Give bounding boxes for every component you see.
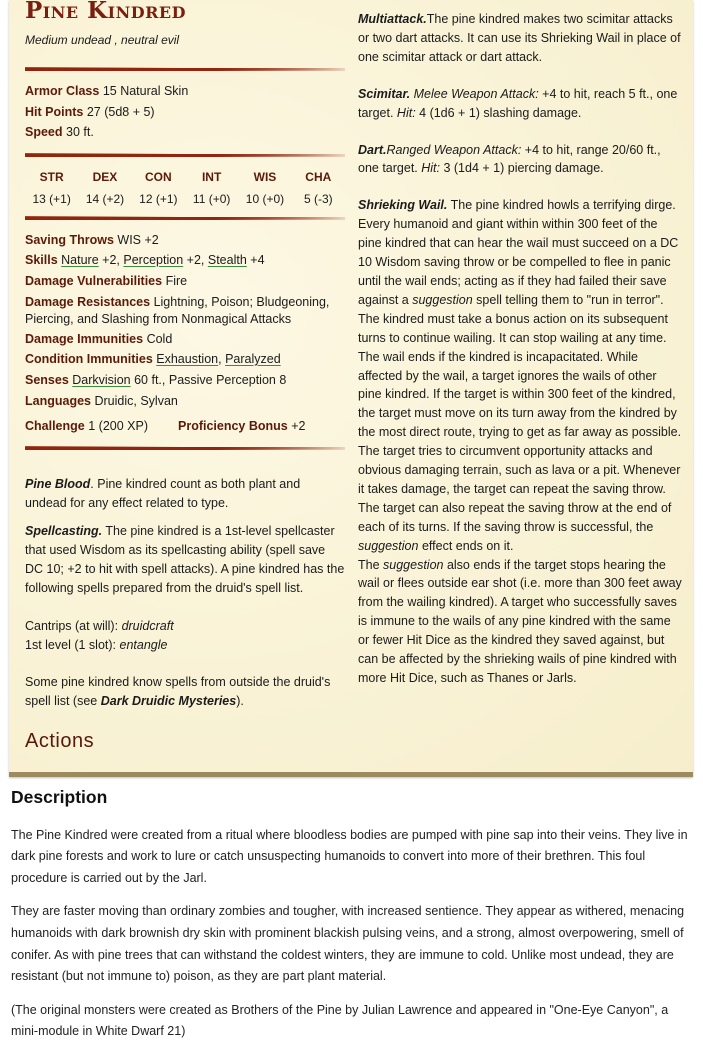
description-paragraph: The Pine Kindred were created from a ritual where bloodless bodies are pumped with pine sap into their veins. They live in dark pine forests and work to lure or catch unsuspecting humanoids to convert into more of their brethren. This foul procedure is carried out by the Jarl. (11, 827, 688, 885)
actions-heading: Actions (25, 730, 95, 752)
trait-title: Spellcasting. (25, 524, 103, 538)
action-dart (358, 141, 682, 179)
proficiency-label: Proficiency Bonus (178, 419, 288, 433)
ability-value: 11 (+0) (192, 191, 231, 206)
extra-spells-text: Some pine kindred know spells from outside the druid's spell list (see (25, 675, 331, 708)
damage-vulnerabilities (25, 272, 187, 291)
ability-value: 13 (+1) (32, 191, 71, 206)
ability-value: 5 (-3) (303, 191, 333, 206)
skills-label: Skills (25, 253, 58, 267)
damage-resistances-cont (25, 310, 291, 329)
divider (25, 154, 345, 157)
cantrips-label: Cantrips (at will): (25, 619, 119, 633)
resistances-value: Lightning, Poison; Bludgeoning, (153, 295, 330, 309)
description-heading: Description (11, 787, 108, 807)
ability-str (25, 168, 78, 209)
condition-immunities (25, 350, 281, 369)
skill-stealth-bonus: +4 (250, 253, 265, 267)
attack-type: Ranged Weapon Attack: (386, 142, 522, 157)
action-text: The pine kindred makes two scimitar attacks or two dart attacks. It can use its Shrieking Wail in place of one scimitar attack or dart attack. (358, 12, 681, 64)
trait-text: The pine kindred is a 1st-level spellcaster that used Wisdom as its spellcasting ability (spell save DC 10; +2 to hit with spell attacks). A pine kindred has the following spells prepared from the druid's spell list. (25, 524, 345, 595)
spell-ref: suggestion (358, 538, 419, 553)
senses-label: Senses (25, 373, 69, 387)
senses-darkvision-link[interactable]: Darkvision (72, 373, 131, 387)
action-title: Multiattack. (358, 12, 427, 26)
challenge-value: 1 (200 XP) (88, 419, 148, 433)
action-title: Dart. (358, 142, 387, 157)
condition-separator: , (218, 352, 222, 366)
challenge (25, 417, 148, 436)
trait-pine-blood (25, 475, 345, 513)
condition-exhaustion-link[interactable]: Exhaustion (156, 352, 219, 366)
level1-label: 1st level (1 slot): (25, 638, 117, 652)
action-text: effect ends on it. (418, 538, 514, 553)
cantrips-value: druidcraft (121, 619, 174, 633)
trait-text: . Pine kindred count as both plant and undead for any effect related to type. (25, 477, 301, 510)
languages-label: Languages (25, 394, 91, 408)
armor-class-value: 15 Natural Skin (102, 84, 189, 98)
resistances-label: Damage Resistances (25, 295, 151, 309)
action-text: 4 (1d6 + 1) slashing damage. (415, 105, 582, 120)
stat-block (9, 0, 693, 777)
languages (25, 392, 178, 411)
trait-title: Pine Blood (25, 477, 91, 491)
ability-name: CHA (305, 170, 332, 184)
hit-label: Hit: (421, 161, 440, 176)
saving-throws-label: Saving Throws (25, 233, 114, 247)
divider (25, 447, 345, 450)
action-multiattack (358, 10, 682, 67)
monster-name: Pine Kindred (25, 0, 186, 24)
immunities-label: Damage Immunities (25, 332, 144, 346)
extra-spells-note (25, 673, 345, 711)
ability-name: WIS (253, 170, 277, 184)
attack-type: Melee Weapon Attack: (410, 86, 539, 101)
skill-perception-bonus: +2, (186, 253, 205, 267)
ability-value: 14 (+2) (85, 191, 125, 206)
hit-points (25, 103, 155, 122)
skills (25, 251, 265, 270)
ability-value: 10 (+0) (245, 191, 285, 206)
book-title: Dark Druidic Mysteries (100, 693, 237, 708)
ability-name: STR (39, 170, 64, 184)
proficiency-bonus (178, 417, 306, 436)
hit-points-label: Hit Points (25, 105, 84, 119)
action-text: 3 (1d4 + 1) piercing damage. (440, 161, 604, 176)
resistances-value-cont: Piercing, and Slashing from Nonmagical Attacks (25, 312, 292, 326)
action-text: spell telling them to "run in terror". The kindred must take a bonus action on its subsequent turns to continue wailing. It can stop wailing at any time. The wail ends if the kindred is incapacitated. While affected by the wail, a target ignores the wails of other pine kindred. If the target is within 300 feet of the kindred, the target must move on its turn away from the kindred by the most direct route, trying to get as far away as possible. The target tries to circumvent opportunity attacks and obvious damaging terrain, such as lava or a pit. Whenever it takes damage, the target can repeat the saving throw. The target can also repeat the saving throw at the end of each of its turns. If the saving throw is successful, the (358, 292, 682, 534)
divider (25, 217, 345, 220)
description-paragraph: They are faster moving than ordinary zombies and tougher, with increased sentience. They appear as withered, menacing humanoids with dark brownish dry skin with prominent blackish pulsing veins, and a strong, almost overpowering, smell of conifer. As with pine trees that can withstand the coldest winters, they are immune to cold. Unlike most undead, they are resistant (but not immune to) poison, as they are part plant material. (11, 904, 685, 984)
immunities-value: Cold (146, 332, 173, 346)
vulnerabilities-label: Damage Vulnerabilities (25, 274, 163, 288)
spell-ref: suggestion (383, 557, 444, 572)
action-text: The pine kindred howls a terrifying dirge. Every humanoid and giant within within 300 feet of the pine kindred that can hear the wail must succeed on a DC 10 Wisdom saving throw or be compelled to flee in panic until the wail ends; acting as if they had failed their save against a (358, 198, 679, 307)
extra-spells-end: ). (236, 693, 244, 708)
ability-dex (78, 168, 131, 209)
saving-throws-value: WIS +2 (117, 233, 159, 247)
level1-value: entangle (119, 638, 168, 652)
spell-list-level1 (25, 636, 167, 655)
description-paragraph: (The original monsters were created as Brothers of the Pine by Julian Lawrence and appeared in "One-Eye Canyon", a mini-module in White Dwarf 21) (11, 1002, 669, 1039)
challenge-label: Challenge (25, 419, 85, 433)
armor-class (25, 82, 188, 101)
condition-paralyzed-link[interactable]: Paralyzed (225, 352, 281, 366)
speed (25, 123, 94, 142)
languages-value: Druidic, Sylvan (94, 394, 178, 408)
ability-name: DEX (92, 170, 118, 184)
skill-perception-link[interactable]: Perception (123, 253, 184, 267)
action-text: +4 to hit, range 20/60 ft., one target. (358, 142, 661, 176)
ability-cha (292, 168, 345, 209)
speed-value: 30 ft. (66, 125, 94, 139)
trait-spellcasting (25, 522, 345, 598)
condition-label: Condition Immunities (25, 352, 153, 366)
armor-class-label: Armor Class (25, 84, 100, 98)
hit-label: Hit: (396, 105, 416, 120)
hit-points-value: 27 (5d8 + 5) (86, 105, 155, 119)
spell-list-cantrips (25, 617, 174, 636)
damage-immunities (25, 330, 172, 349)
ability-value: 12 (+1) (139, 191, 178, 206)
ability-wis (238, 168, 291, 209)
action-scimitar (358, 85, 682, 123)
senses-value: 60 ft., Passive Perception 8 (134, 373, 287, 387)
action-text: The (358, 557, 384, 572)
vulnerabilities-value: Fire (165, 274, 188, 288)
description-section (11, 787, 695, 1055)
speed-label: Speed (25, 125, 63, 139)
ability-int (185, 168, 238, 209)
action-title: Scimitar. (358, 86, 411, 101)
action-title: Shrieking Wail. (358, 198, 448, 213)
ability-name: INT (201, 170, 222, 184)
ability-con (132, 168, 185, 209)
stat-block-right-column (358, 10, 682, 688)
skill-stealth-link[interactable]: Stealth (207, 253, 247, 267)
ability-scores (25, 168, 345, 209)
divider (25, 68, 345, 71)
action-shrieking-wail-cont (358, 556, 682, 688)
action-text: also ends if the target stops hearing the wail or flees outside ear shot (i.e. more than 300 feet away from the wailing kindred). A target who successfully saves is immune to the wails of any pine kindred with the same or fewer Hit Dice as the kindred they saved against, but can be affected by the shrieking wails of pine kindred with more Hit Dice, such as Thanes or Jarls. (358, 557, 682, 685)
monster-type: Medium undead , neutral evil (25, 33, 180, 47)
skill-nature-link[interactable]: Nature (61, 253, 99, 267)
proficiency-value: +2 (291, 419, 306, 433)
action-text: +4 to hit, reach 5 ft., one target. (358, 86, 678, 120)
saving-throws (25, 231, 159, 250)
senses (25, 371, 286, 390)
spell-ref: suggestion (412, 292, 473, 307)
skill-nature-bonus: +2, (102, 253, 120, 267)
action-shrieking-wail (358, 196, 682, 555)
ability-name: CON (144, 170, 172, 184)
